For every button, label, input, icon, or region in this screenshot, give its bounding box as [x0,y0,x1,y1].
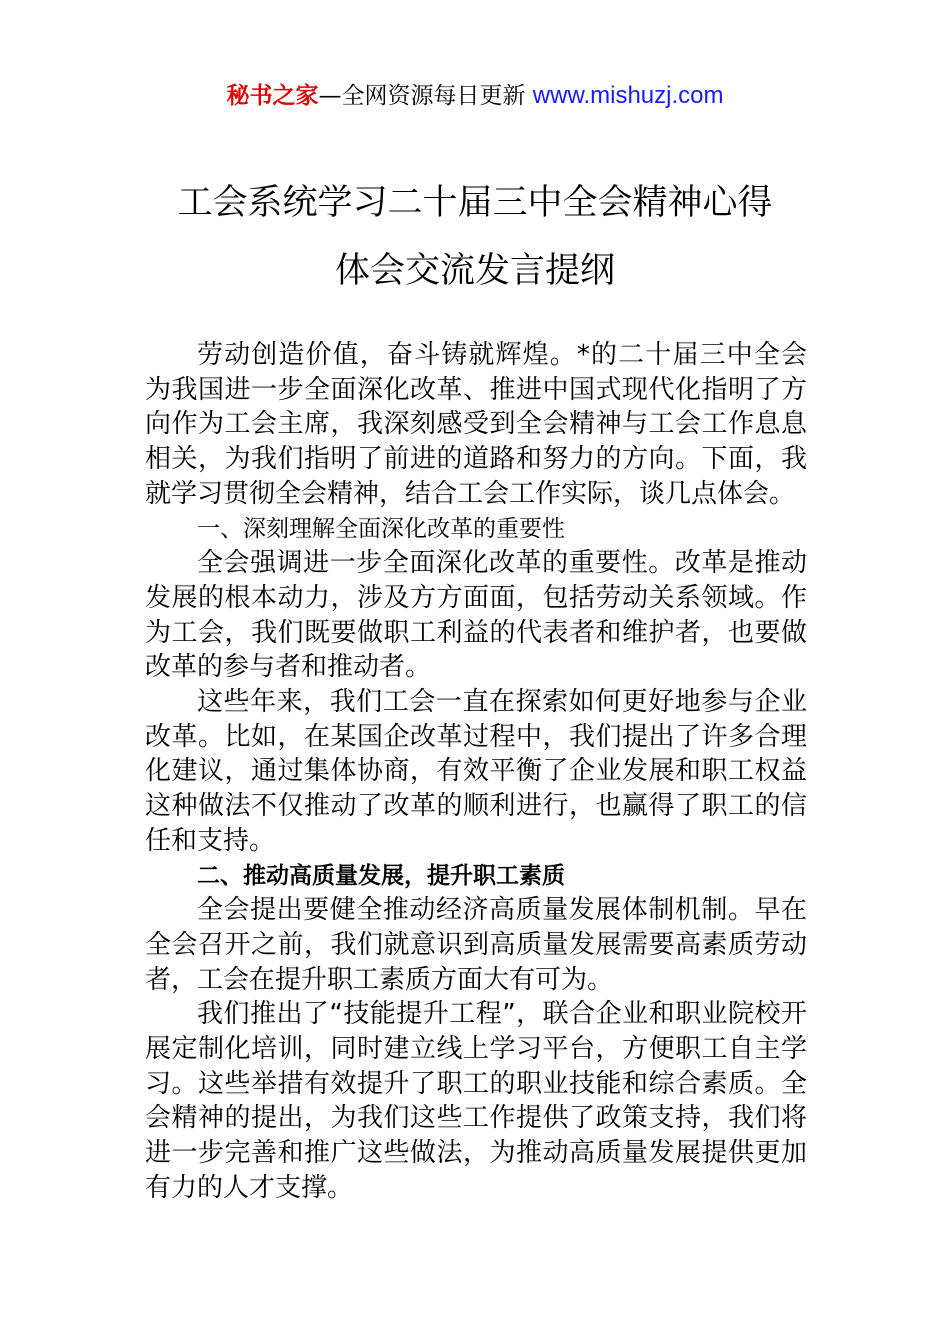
document-title-line-1: 工会系统学习二十届三中全会精神心得 [177,183,773,223]
section-1-paragraph-2: 这些年来，我们工会一直在探索如何更好地参与企业改革。比如，在某国企改革过程中，我们提出了许多合理化建议，通过集体协商，有效平衡了企业发展和职工权益这种做法不仅推动了改革的顺利进行，也赢得了职工的信任和支持。 [145,687,807,856]
intro-paragraph: 劳动创造价值，奋斗铸就辉煌。*的二十届三中全会为我国进一步全面深化改革、推进中国式现代化指明了方向作为工会主席，我深刻感受到全会精神与工会工作息息相关，为我们指明了前进的道路和努力的方向。下面，我就学习贯彻全会精神，结合工会工作实际，谈几点体会。 [145,340,807,509]
section-2-heading: 二、推动高质量发展，提升职工素质 [197,862,565,889]
document-body [145,338,807,1206]
section-2-paragraph-2: 我们推出了“技能提升工程”，联合企业和职业院校开展定制化培训，同时建立线上学习平台，方便职工自主学习。这些举措有效提升了职工的职业技能和综合素质。全会精神的提出，为我们这些工作提供了政策支持，我们将进一步完善和推广这些做法，为推动高质量发展提供更加有力的人才支撑。 [145,999,807,1203]
section-2-paragraph-1: 全会提出要健全推动经济高质量发展体制机制。早在全会召开之前，我们就意识到高质量发展需要高素质劳动者，工会在提升职工素质方面大有可为。 [145,895,807,995]
section-1-paragraph-1: 全会强调进一步全面深化改革的重要性。改革是推动发展的根本动力，涉及方方面面，包括劳动关系领域。作为工会，我们既要做职工利益的代表者和维护者，也要做改革的参与者和推动者。 [145,548,807,683]
section-1-heading: 一、深刻理解全面深化改革的重要性 [197,515,565,542]
site-tagline: —全网资源每日更新 [318,83,533,109]
site-header-banner [0,80,950,112]
site-brand: 秘书之家 [226,83,319,109]
document-title-line-2: 体会交流发言提纲 [334,251,615,291]
site-url-link[interactable]: www.mishuzj.com [532,82,724,109]
